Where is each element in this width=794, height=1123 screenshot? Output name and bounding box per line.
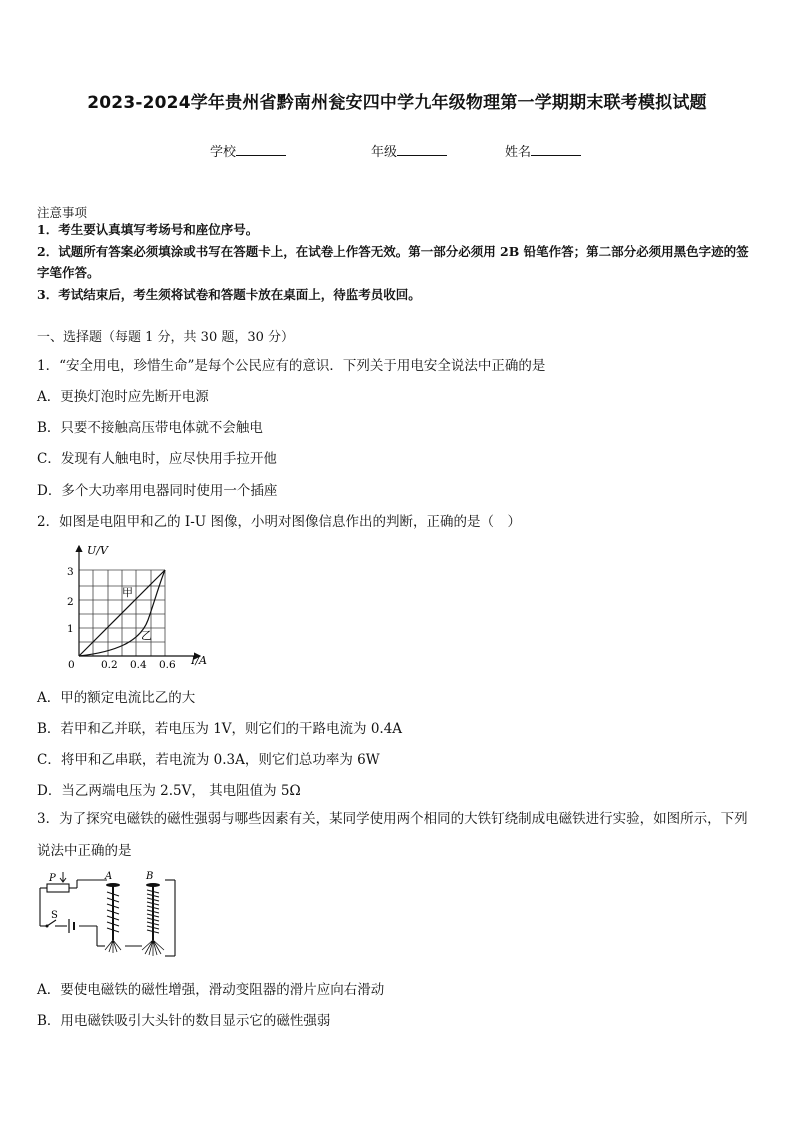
question-1-stem: 1．“安全用电，珍惜生命”是每个公民应有的意识．下列关于用电安全说法中正确的是: [37, 358, 546, 374]
q1-option-b: B．只要不接触高压带电体就不会触电: [37, 420, 263, 436]
y-tick: 2: [67, 596, 74, 608]
q3-option-b: B．用电磁铁吸引大头针的数目显示它的磁性强弱: [37, 1013, 331, 1029]
question-3-stem: 3．为了探究电磁铁的磁性强弱与哪些因素有关，某同学使用两个相同的大铁钉绕制成电磁铁进行实验，如图所示，下列说法中正确的是: [37, 811, 748, 859]
switch-pivot: [46, 925, 49, 928]
nail-b: [142, 883, 164, 956]
note-item: 3．考试结束后，考生须将试卷和答题卡放在桌面上，待监考员收回。: [37, 287, 421, 302]
q2-option-c: C．将甲和乙串联，若电流为 0.3A，则它们总功率为 6W: [37, 752, 380, 768]
name-blank: [531, 142, 581, 156]
q1-option-c: C．发现有人触电时，应尽快用手拉开他: [37, 451, 277, 467]
grade-label: 年级: [371, 145, 398, 160]
note-item: 2．试题所有答案必须填涂或书写在答题卡上，在试卷上作答无效。第一部分必须用 2B 铅笔作答；第二部分必须用黑色字迹的签字笔作答。: [37, 244, 749, 280]
q1-option-d: D．多个大功率用电器同时使用一个插座: [37, 483, 278, 499]
school-blank: [236, 142, 286, 156]
x-tick: 0: [68, 659, 75, 671]
q2-option-b: B．若甲和乙并联，若电压为 1V，则它们的干路电流为 0.4A: [37, 721, 403, 737]
x-tick: 0.6: [159, 659, 176, 671]
school-label: 学校: [210, 145, 237, 160]
x-tick: 0.2: [101, 659, 118, 671]
x-axis-label: I/A: [191, 654, 207, 667]
page-title: 2023-2024学年贵州省黔南州瓮安四中学九年级物理第一学期期末联考模拟试题: [87, 93, 707, 113]
nail-a: [105, 883, 121, 953]
grade-blank: [397, 142, 447, 156]
label-s: S: [51, 910, 58, 921]
label-yi: 乙: [141, 629, 152, 642]
label-b: B: [146, 871, 154, 882]
y-tick: 1: [67, 623, 74, 635]
grade-field: [371, 141, 447, 160]
label-a: A: [105, 871, 113, 882]
name-field: [505, 141, 581, 160]
y-tick: 3: [67, 566, 74, 578]
label-p: P: [49, 873, 56, 884]
q3-option-a: A．要使电磁铁的磁性增强，滑动变阻器的滑片应向右滑动: [37, 982, 385, 998]
y-axis-label: U/V: [87, 544, 108, 557]
notes-heading: 注意事项: [37, 205, 88, 220]
name-label: 姓名: [505, 145, 532, 160]
q2-option-a: A．甲的额定电流比乙的大: [37, 690, 196, 706]
electromagnet-figure: [35, 868, 185, 968]
x-tick: 0.4: [130, 659, 147, 671]
iu-graph: [60, 540, 220, 672]
section-heading: 一、选择题（每题 1 分，共 30 题，30 分）: [37, 330, 295, 345]
note-item: 1．考生要认真填写考场号和座位序号。: [37, 222, 259, 237]
q1-option-a: A．更换灯泡时应先断开电源: [37, 389, 209, 405]
school-field: [210, 141, 286, 160]
label-jia: 甲: [122, 586, 133, 599]
q2-option-d: D．当乙两端电压为 2.5V， 其电阻值为 5Ω: [37, 783, 301, 799]
slider-arrow: [60, 872, 66, 882]
circuit-wires: [40, 880, 175, 956]
question-2-stem: 2．如图是电阻甲和乙的 I-U 图像，小明对图像信息作出的判断，正确的是（ ）: [37, 514, 521, 530]
